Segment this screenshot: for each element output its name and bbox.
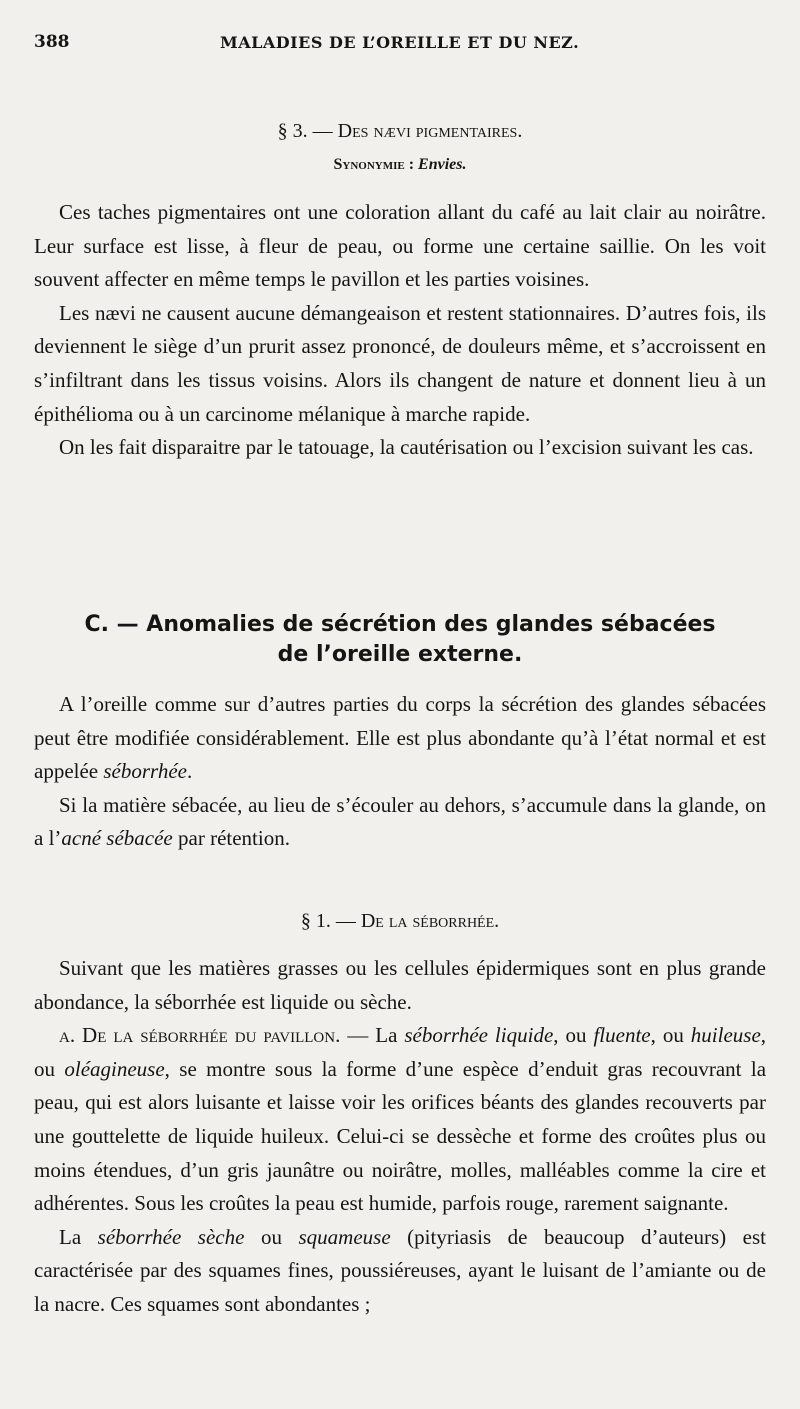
- text-run: , se montre sous la forme d’une espèce d’enduit gras recouvrant la peau, qui est alors luisante et laisse voir les orifices béants des glandes recouverts par une gouttelette de liquide huileux. Celui-ci se dessèche et forme des croûtes plus ou moins étendues, d’un gris jaunâtre ou noirâtre, molles, malléables comme la cire et adhérentes. Sous les croûtes la peau est humide, parfois rouge, rarement saignante.: [34, 1056, 767, 1216]
- page-number: 388: [34, 32, 70, 52]
- paragraph: [34, 789, 766, 856]
- paragraph: Les nævi ne causent aucune démangeaison et restent stationnaires. D’autres fois, ils deviennent le siège d’un prurit assez prononcé, de douleurs même, et s’accroissent en s’infiltrant dans les tissus voisins. Alors ils changent de nature et donnent lieu à un épithélioma ou à un carcinome mélanique à marche rapide.: [34, 300, 766, 426]
- text-run: La: [375, 1023, 405, 1048]
- sebacees-text: [34, 688, 766, 856]
- text-run: , ou: [34, 1023, 767, 1081]
- term: séborrhée liquide: [404, 1023, 554, 1048]
- text-run: Si la matière sébacée, au lieu de s’écouler au dehors, s’accumule dans la glande, on a l’: [34, 792, 766, 851]
- synonym-label: Synonymie :: [333, 156, 419, 173]
- naevi-text: [34, 196, 766, 465]
- paragraph: [34, 1221, 766, 1322]
- running-header: [34, 32, 770, 58]
- section-c-heading: [34, 610, 766, 670]
- synonym-value: Envies.: [418, 156, 467, 173]
- term: fluente: [593, 1023, 651, 1048]
- term: squameuse: [298, 1224, 391, 1249]
- term-seborrhee: séborrhée: [103, 759, 187, 784]
- paragraph: Suivant que les matières grasses ou les cellules épidermiques sont en plus grande abondance, la séborrhée est liquide ou sèche.: [34, 956, 766, 1014]
- text-run: La: [59, 1224, 98, 1249]
- synonym-line: [34, 156, 766, 174]
- text-run: .: [186, 759, 193, 784]
- term: oléagineuse: [64, 1056, 165, 1081]
- running-title: MALADIES DE L’OREILLE ET DU NEZ.: [220, 33, 580, 52]
- text-run: (pityriasis de beaucoup d’auteurs) est caractérisée par des squames fines, poussiéreuses, ayant le luisant de l’amiante ou de la nacre. Ces squames sont abondantes ;: [34, 1224, 766, 1316]
- paragraph: On les fait disparaitre par le tatouage, la cautérisation ou l’excision suivant les cas.: [59, 435, 754, 460]
- section-1-title: § 1. — De la séborrhée.: [300, 910, 500, 932]
- paragraph: [34, 688, 766, 789]
- text-run: , ou: [553, 1023, 594, 1048]
- term: séborrhée sèche: [97, 1224, 245, 1249]
- text-run: , ou: [650, 1023, 691, 1048]
- text-run: ou: [244, 1224, 299, 1249]
- seborrhee-text: [34, 952, 766, 1322]
- term-acne: acné sébacée: [61, 826, 173, 851]
- section-c-line-1: C. — Anomalies de sécrétion des glandes sébacées: [84, 612, 716, 637]
- paragraph: [34, 1019, 766, 1221]
- subsection-a-label: a. De la séborrhée du pavillon. —: [59, 1023, 376, 1048]
- text-run: par rétention.: [172, 826, 290, 851]
- term: huileuse: [690, 1023, 761, 1048]
- text-run: A l’oreille comme sur d’autres parties du corps la sécrétion des glandes sébacées peut être modifiée considérablement. Elle est plus abondante qu’à l’état normal et est appelée: [34, 692, 766, 784]
- section-c-line-2: de l’oreille externe.: [277, 642, 523, 667]
- paragraph: Ces taches pigmentaires ont une coloration allant du café au lait clair au noirâtre. Leur surface est lisse, à fleur de peau, ou forme une certaine saillie. On les voit souvent affecter en même temps le pavillon et les parties voisines.: [34, 200, 766, 292]
- section-3-title: § 3. — Des nævi pigmentaires.: [277, 120, 523, 142]
